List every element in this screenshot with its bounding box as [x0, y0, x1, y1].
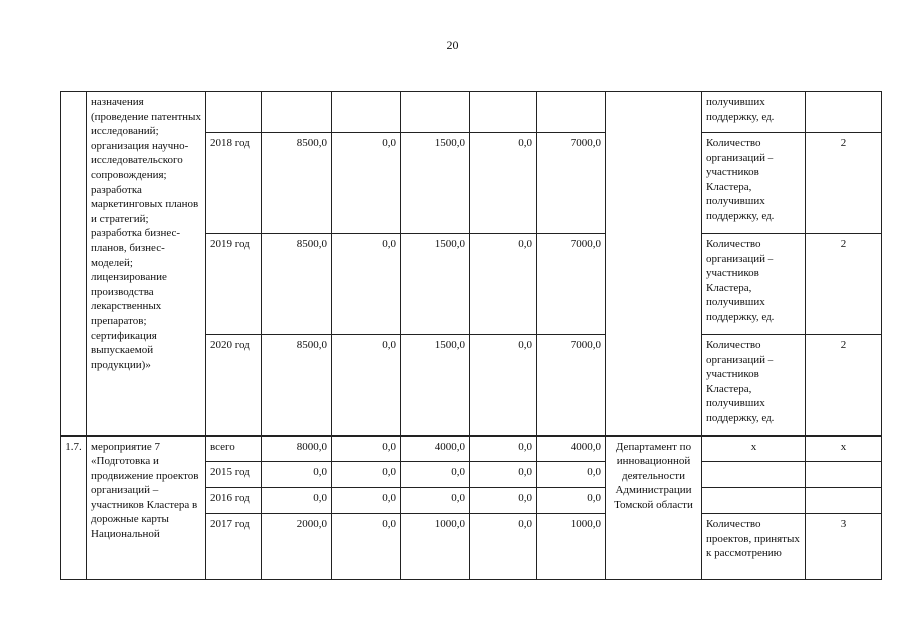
amount-cell — [332, 92, 401, 133]
measure-description-cell: назначения (проведение патентных исследований; организация научно-исследовательского сопровождения; разработка маркетинговых планов и стратегий; разработка бизнес-планов, бизнес-моделей; лицензирование производства лекарственных препаратов; сертификация выпускаемой продукции)» — [87, 92, 206, 436]
indicator-cell: Количество проектов, принятых к рассмотрению — [702, 514, 806, 580]
amount-cell: 7000,0 — [537, 234, 606, 335]
amount-cell: 0,0 — [470, 514, 537, 580]
amount-cell: 8000,0 — [262, 436, 332, 462]
amount-cell: 1500,0 — [401, 133, 470, 234]
table-row — [61, 436, 882, 462]
year-cell: 2019 год — [206, 234, 262, 335]
value-cell: 3 — [806, 514, 882, 580]
amount-cell: 4000,0 — [537, 436, 606, 462]
table-row — [61, 92, 882, 133]
value-cell: 2 — [806, 335, 882, 436]
amount-cell: 4000,0 — [401, 436, 470, 462]
indicator-cell — [702, 488, 806, 514]
amount-cell: 1500,0 — [401, 234, 470, 335]
year-cell: 2017 год — [206, 514, 262, 580]
year-cell: 2020 год — [206, 335, 262, 436]
amount-cell: 7000,0 — [537, 133, 606, 234]
measure-description-cell: мероприятие 7 «Подготовка и продвижение проектов организаций – участников Кластера в дорожные карты Национальной — [87, 436, 206, 580]
amount-cell: 8500,0 — [262, 335, 332, 436]
year-cell: 2015 год — [206, 462, 262, 488]
amount-cell: 0,0 — [470, 462, 537, 488]
amount-cell: 0,0 — [401, 462, 470, 488]
value-cell: 2 — [806, 133, 882, 234]
amount-cell — [262, 92, 332, 133]
value-cell: 2 — [806, 234, 882, 335]
amount-cell: 0,0 — [401, 488, 470, 514]
indicator-cell: Количество организаций – участников Кластера, получивших поддержку, ед. — [702, 133, 806, 234]
amount-cell — [470, 92, 537, 133]
amount-cell: 8500,0 — [262, 133, 332, 234]
amount-cell: 0,0 — [332, 133, 401, 234]
value-cell — [806, 462, 882, 488]
amount-cell: 2000,0 — [262, 514, 332, 580]
amount-cell: 0,0 — [537, 488, 606, 514]
amount-cell: 0,0 — [332, 234, 401, 335]
executor-cell: Департамент по инновационной деятельности Администрации Томской области — [606, 436, 702, 580]
value-cell — [806, 488, 882, 514]
amount-cell: 0,0 — [470, 488, 537, 514]
amount-cell: 8500,0 — [262, 234, 332, 335]
row-number-cell: 1.7. — [61, 436, 87, 580]
indicator-cell: получивших поддержку, ед. — [702, 92, 806, 133]
indicator-cell: Количество организаций – участников Кластера, получивших поддержку, ед. — [702, 234, 806, 335]
amount-cell: 0,0 — [332, 335, 401, 436]
amount-cell: 0,0 — [262, 462, 332, 488]
amount-cell: 0,0 — [537, 462, 606, 488]
indicator-cell: Количество организаций – участников Кластера, получивших поддержку, ед. — [702, 335, 806, 436]
amount-cell — [401, 92, 470, 133]
amount-cell: 1500,0 — [401, 335, 470, 436]
program-table — [60, 91, 882, 580]
year-cell: 2016 год — [206, 488, 262, 514]
amount-cell: 0,0 — [470, 234, 537, 335]
executor-cell — [606, 92, 702, 436]
row-number-cell — [61, 92, 87, 436]
amount-cell: 1000,0 — [401, 514, 470, 580]
value-cell: х — [806, 436, 882, 462]
amount-cell: 0,0 — [470, 335, 537, 436]
amount-cell: 0,0 — [332, 436, 401, 462]
amount-cell: 0,0 — [262, 488, 332, 514]
year-cell — [206, 92, 262, 133]
amount-cell: 0,0 — [332, 514, 401, 580]
year-cell: всего — [206, 436, 262, 462]
value-cell — [806, 92, 882, 133]
year-cell: 2018 год — [206, 133, 262, 234]
amount-cell — [537, 92, 606, 133]
page-number: 20 — [446, 38, 459, 52]
amount-cell: 1000,0 — [537, 514, 606, 580]
amount-cell: 0,0 — [332, 462, 401, 488]
indicator-cell: х — [702, 436, 806, 462]
indicator-cell — [702, 462, 806, 488]
amount-cell: 7000,0 — [537, 335, 606, 436]
amount-cell: 0,0 — [470, 436, 537, 462]
amount-cell: 0,0 — [470, 133, 537, 234]
amount-cell: 0,0 — [332, 488, 401, 514]
